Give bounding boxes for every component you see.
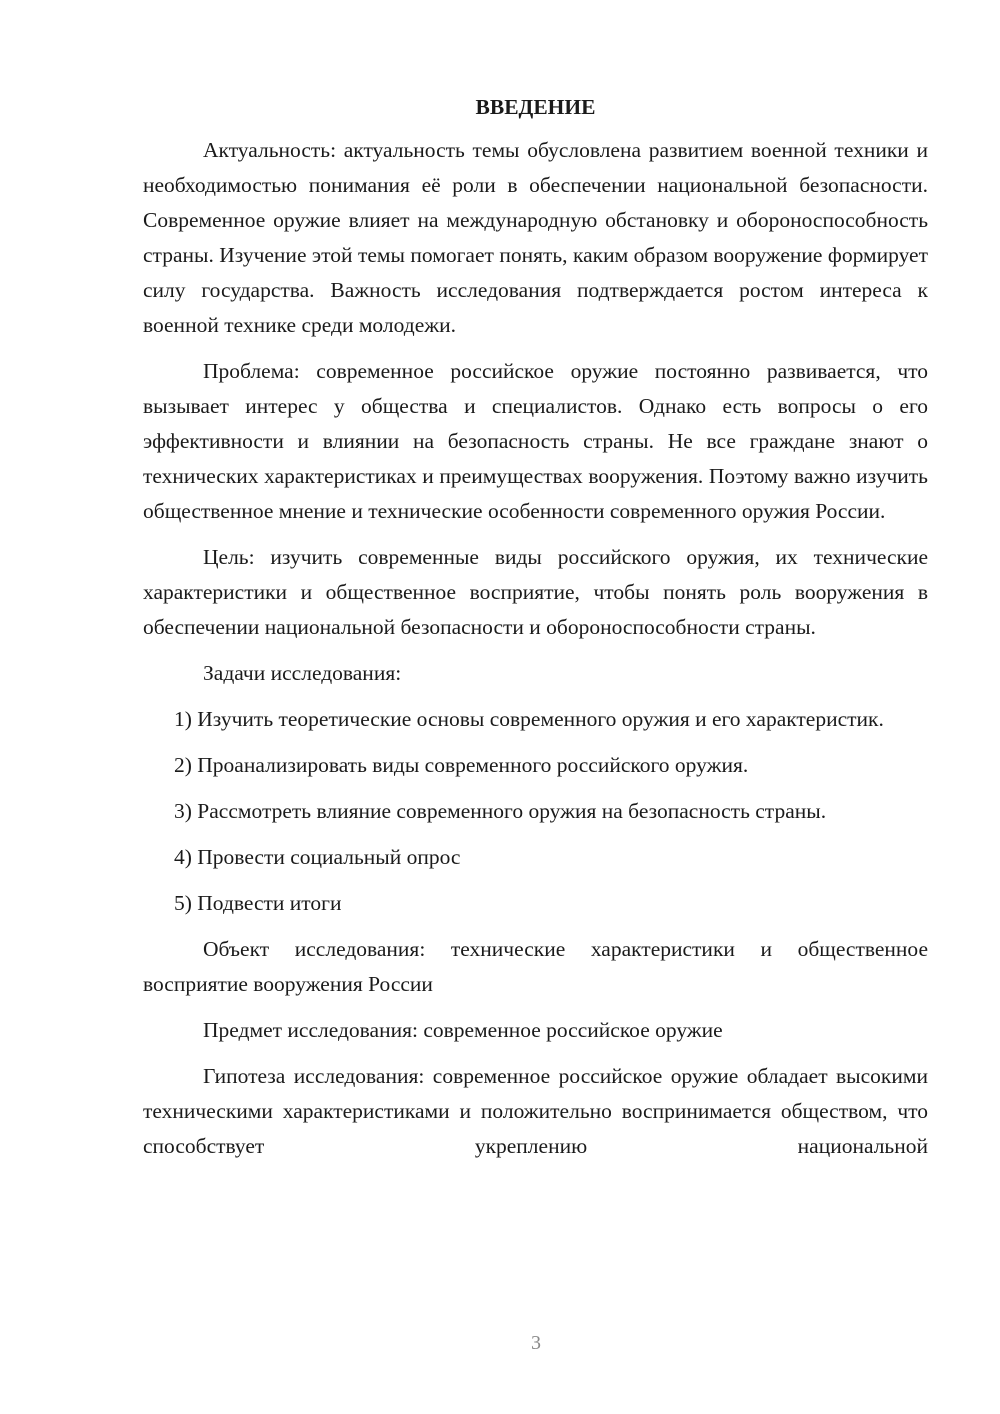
list-item-task-4: 4) Провести социальный опрос [174,845,461,869]
paragraph-tasks-heading: Задачи исследования: [203,661,402,685]
list-item-task-1: 1) Изучить теоретические основы современного оружия и его характеристик. [174,707,884,731]
page-number: 3 [531,1332,541,1354]
paragraph-relevance: Актуальность: актуальность темы обусловлена развитием военной техники и необходимостью понимания её роли в обеспечении национальной безопасности. Современное оружие влияет на международную обстановку и обороноспособность страны. Изучение этой темы помогает понять, каким образом вооружение формирует силу государства. Важность исследования подтверждается ростом интереса к военной технике среди молодежи. [143,138,928,337]
paragraph-object: Объект исследования: технические характеристики и общественное восприятие вооружения России [143,937,928,996]
paragraph-goal: Цель: изучить современные виды российского оружия, их технические характеристики и общественное восприятие, чтобы понять роль вооружения в обеспечении национальной безопасности и обороноспособности страны. [143,545,928,639]
page-title: ВВЕДЕНИЕ [475,95,596,119]
paragraph-subject: Предмет исследования: современное российское оружие [203,1018,723,1042]
paragraph-problem: Проблема: современное российское оружие постоянно развивается, что вызывает интерес у общества и специалистов. Однако есть вопросы о его эффективности и влиянии на безопасность страны. Не все граждане знают о технических характеристиках и преимуществах вооружения. Поэтому важно изучить общественное мнение и технические особенности современного оружия России. [143,359,928,523]
list-item-task-3: 3) Рассмотреть влияние современного оружия на безопасность страны. [174,799,827,823]
paragraph-hypothesis: Гипотеза исследования: современное российское оружие обладает высокими техническими характеристиками и положительно воспринимается обществом, что способствует укреплению национальной [143,1064,928,1158]
list-item-task-5: 5) Подвести итоги [174,891,342,915]
list-item-task-2: 2) Проанализировать виды современного российского оружия. [174,753,749,777]
document-page [143,90,928,1175]
